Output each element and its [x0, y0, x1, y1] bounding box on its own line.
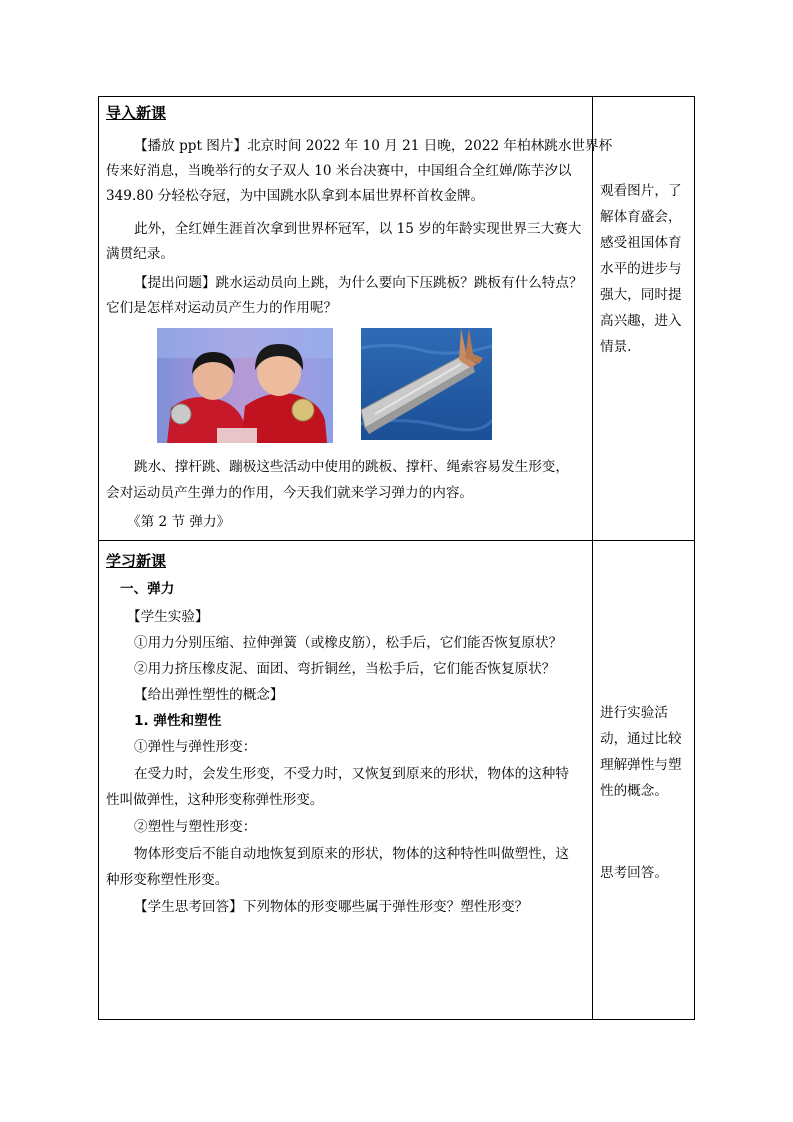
side-note-line: 强大，同时提 — [600, 287, 682, 303]
section-title: 一、弹力 — [120, 581, 175, 597]
new-lesson-side-cell — [593, 541, 694, 1019]
elasticity-label: ①弹性与弹性形变： — [134, 739, 257, 755]
intro-main-cell — [99, 97, 613, 540]
concept-label: 【给出弹性塑性的概念】 — [134, 687, 284, 703]
intro-summary-line: 跳水、撑杆跳、蹦极这些活动中使用的跳板、撑杆、绳索容易发生形变， — [134, 459, 569, 475]
new-lesson-heading: 学习新课 — [106, 552, 167, 570]
plasticity-definition-line: 种形变称塑性形变。 — [106, 872, 229, 888]
side-note-line: 观看图片，了 — [600, 183, 682, 199]
divers-medal-photo — [157, 328, 333, 443]
subsection-title: 1. 弹性和塑性 — [134, 713, 222, 729]
experiment-item: ①用力分别压缩、拉伸弹簧（或橡皮筋），松手后，它们能否恢复原状？ — [134, 635, 563, 651]
new-lesson-row — [99, 541, 694, 1019]
new-lesson-main-cell — [99, 541, 592, 1019]
intro-paragraph-line: 传来好消息，当晚举行的女子双人 10 米台决赛中，中国组合全红婵/陈芋汐以 — [106, 163, 572, 179]
experiment-label: 【学生实验】 — [127, 609, 209, 625]
question-line: 它们是怎样对运动员产生力的作用呢？ — [106, 300, 338, 316]
intro-paragraph-line: 此外，全红婵生涯首次拿到世界杯冠军，以 15 岁的年龄实现世界三大赛大 — [134, 221, 582, 237]
intro-row — [99, 97, 694, 541]
side-note-line: 理解弹性与塑 — [600, 757, 682, 773]
intro-side-cell — [593, 97, 694, 540]
student-question-line: 【学生思考回答】下列物体的形变哪些属于弹性形变？塑性形变？ — [134, 899, 529, 915]
intro-paragraph-line: 349.80 分轻松夺冠，为中国跳水队拿到本届世界杯首枚金牌。 — [106, 188, 485, 204]
question-line: 【提出问题】跳水运动员向上跳，为什么要向下压跳板？跳板有什么特点？ — [134, 275, 583, 291]
side-note-line: 解体育盛会， — [600, 209, 682, 225]
intro-heading: 导入新课 — [106, 104, 167, 122]
side-note-line: 思考回答。 — [600, 865, 668, 881]
lesson-title: 《第 2 节 弹力》 — [127, 514, 231, 530]
side-note-line: 进行实验活 — [600, 705, 668, 721]
side-note-line: 动，通过比较 — [600, 731, 682, 747]
side-note-line: 高兴趣，进入 — [600, 313, 682, 329]
side-note-line: 情景. — [600, 339, 632, 355]
diving-board-photo — [361, 328, 492, 440]
elasticity-definition-line: 在受力时，会发生形变，不受力时，又恢复到原来的形状，物体的这种特 — [134, 766, 569, 782]
experiment-item: ②用力挤压橡皮泥、面团、弯折铜丝，当松手后，它们能否恢复原状？ — [134, 661, 556, 677]
lesson-table — [98, 96, 695, 1020]
elasticity-definition-line: 性叫做弹性，这种形变称弹性形变。 — [106, 792, 324, 808]
intro-summary-line: 会对运动员产生弹力的作用，今天我们就来学习弹力的内容。 — [106, 485, 474, 501]
side-note-line: 性的概念。 — [600, 783, 668, 799]
side-note-line: 感受祖国体育 — [600, 235, 682, 251]
side-note-line: 水平的进步与 — [600, 261, 682, 277]
intro-paragraph-line: 【播放 ppt 图片】北京时间 2022 年 10 月 21 日晚，2022 年柏林跳水世界杯 — [134, 138, 613, 154]
plasticity-definition-line: 物体形变后不能自动地恢复到原来的形状，物体的这种特性叫做塑性，这 — [134, 846, 569, 862]
plasticity-label: ②塑性与塑性形变： — [134, 819, 257, 835]
intro-paragraph-line: 满贯纪录。 — [106, 246, 174, 262]
